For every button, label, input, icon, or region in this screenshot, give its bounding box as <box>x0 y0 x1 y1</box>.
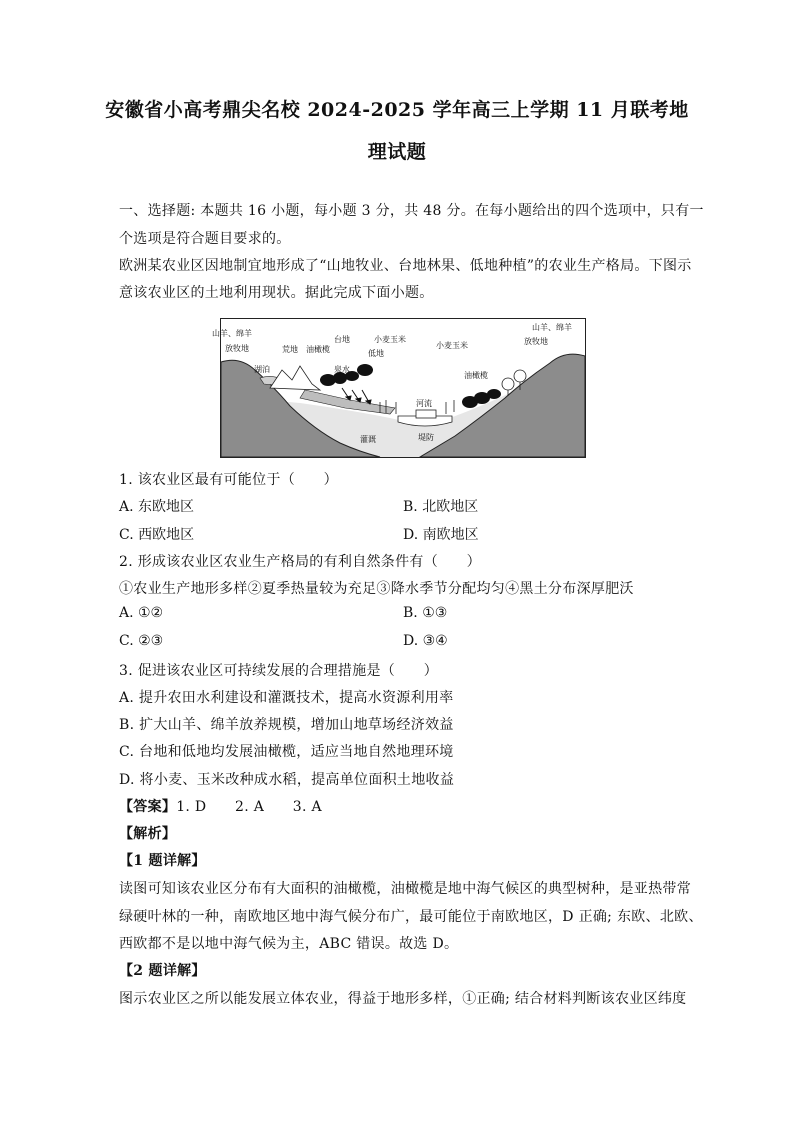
label-spring: 泉水 <box>334 365 350 374</box>
label-irrigation: 灌溉 <box>360 435 376 444</box>
analysis-heading: 【解析】 <box>119 826 177 842</box>
label-right-sheep: 山羊、绵羊 <box>532 323 572 332</box>
question-stem: 2. 形成该农业区农业生产格局的有利自然条件有（ ） <box>119 554 481 570</box>
label-olive-right: 油橄榄 <box>464 371 488 380</box>
label-left-sheep: 山羊、绵羊 <box>212 329 252 338</box>
label-lake: 湖泊 <box>254 365 270 374</box>
question-stem: 1. 该农业区最有可能位于（ ） <box>119 472 338 488</box>
label-wheat-corn-2: 小麦玉米 <box>436 341 468 350</box>
answer-label: 【答案】 <box>119 799 177 815</box>
land-use-diagram <box>212 318 586 458</box>
label-olive-left: 油橄榄 <box>306 345 330 354</box>
option: A. 东欧地区 <box>119 499 195 515</box>
option: A. 提升农田水利建设和灌溉技术，提高水资源利用率 <box>119 690 454 706</box>
section-intro: 个选项是符合题目要求的。 <box>119 231 291 247</box>
option: D. 将小麦、玉米改种成水稻，提高单位面积土地收益 <box>119 772 455 788</box>
question-stem: 3. 促进该农业区可持续发展的合理措施是（ ） <box>119 663 439 679</box>
option: D. ③④ <box>403 633 448 649</box>
document-title-line2: 理试题 <box>367 141 427 163</box>
label-wasteland: 荒地 <box>282 345 298 354</box>
option: C. 西欧地区 <box>119 527 195 543</box>
option: B. ①③ <box>403 605 448 621</box>
label-wheat-corn-1: 小麦玉米 <box>374 335 406 344</box>
option: C. 台地和低地均发展油橄榄，适应当地自然地理环境 <box>119 744 454 760</box>
analysis-text: 绿硬叶林的一种，南欧地区地中海气候分布广，最可能位于南欧地区，D 正确; 东欧、北欧、 <box>119 909 703 925</box>
option: A. ①② <box>119 605 164 621</box>
analysis-text: 读图可知该农业区分布有大面积的油橄榄，油橄榄是地中海气候区的典型树种，是亚热带常 <box>119 881 691 897</box>
material-text: 欧洲某农业区因地制宜地形成了“山地牧业、台地林果、低地种植”的农业生产格局。下图示 <box>119 258 692 274</box>
analysis-text: 西欧都不是以地中海气候为主，ABC 错误。故选 D。 <box>119 936 459 952</box>
label-right-pasture: 放牧地 <box>524 337 548 346</box>
option: B. 扩大山羊、绵羊放养规模，增加山地草场经济效益 <box>119 717 454 733</box>
answer-values: 1. D 2. A 3. A <box>176 799 322 815</box>
label-river: 河流 <box>416 399 432 408</box>
material-text: 意该农业区的土地利用现状。据此完成下面小题。 <box>119 285 434 301</box>
q2-heading: 【2 题详解】 <box>119 963 206 979</box>
option: C. ②③ <box>119 633 164 649</box>
analysis-text: 图示农业区之所以能发展立体农业，得益于地形多样，①正确; 结合材料判断该农业区纬度 <box>119 991 687 1007</box>
question-conditions: ①农业生产地形多样②夏季热量较为充足③降水季节分配均匀④黑土分布深厚肥沃 <box>119 581 634 597</box>
answer-line <box>119 796 322 816</box>
label-lowland: 低地 <box>368 349 384 358</box>
label-levee: 堤防 <box>418 433 434 442</box>
label-terrace: 台地 <box>334 335 350 344</box>
section-intro: 一、选择题: 本题共 16 小题，每小题 3 分，共 48 分。在每小题给出的四个选项中，只有一 <box>119 203 704 219</box>
q1-heading: 【1 题详解】 <box>119 853 206 869</box>
option: D. 南欧地区 <box>403 527 479 543</box>
document-title-line1: 安徽省小高考鼎尖名校 2024-2025 学年高三上学期 11 月联考地 <box>105 99 689 121</box>
label-left-pasture: 放牧地 <box>225 344 249 353</box>
option: B. 北欧地区 <box>403 499 479 515</box>
